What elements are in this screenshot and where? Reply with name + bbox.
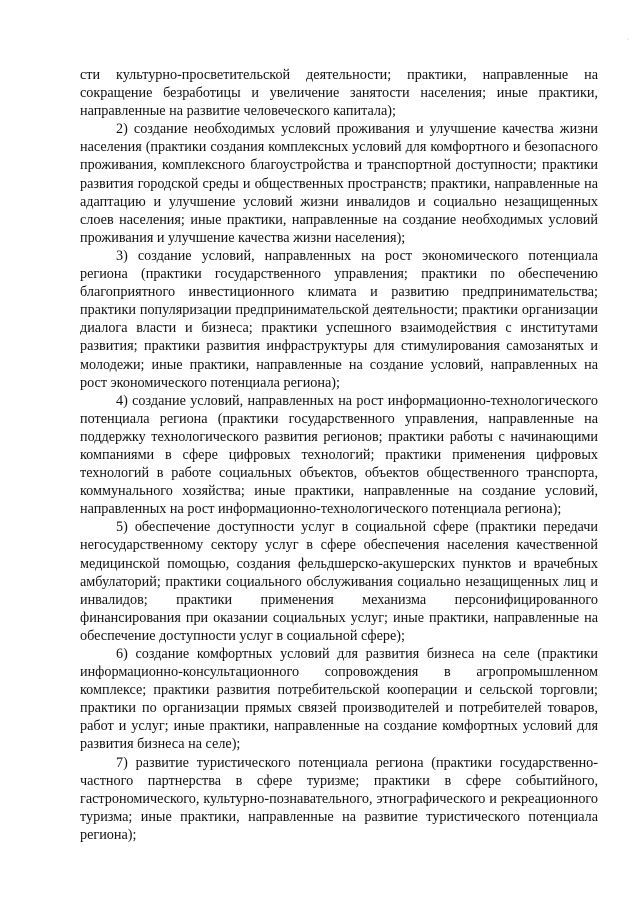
scan-speck: · (627, 37, 629, 43)
paragraph-continuation: сти культурно-просветительской деятельности; практики, направленные на сокращение безработицы и увеличение занятости населения; иные практики, направленные на развитие человеческого капитала); (80, 67, 598, 120)
paragraph-item-2: 2) создание необходимых условий проживания и улучшение качества жизни населения (практики создания комплексных условий для комфортного и безопасного проживания, комплексного благоустройства и транспортной доступности; практики развития городской среды и общественных пространств; практики, направленные на адаптацию и улучшение условий жизни инвалидов и социально незащищенных слоев населения; иные практики, направленные на создание необходимых условий проживания и улучшение качества жизни населения); (80, 121, 598, 246)
paragraph-item-5: 5) обеспечение доступности услуг в социальной сфере (практики передачи негосударственному сектору услуг в сфере обеспечения населения качественной медицинской помощью, создания фельдшерско-акушерских пунктов и врачебных амбулаторий; практики социального обслуживания социально незащищенных лиц и инвалидов; практики применения механизма персонифицированного финансирования при оказании социальных услуг; иные практики, направленные на обеспечение доступности услуг в социальной сфере); (80, 519, 598, 644)
paragraph-item-7: 7) развитие туристического потенциала региона (практики государственно-частного партнерства в сфере туризме; практики в сфере событийного, гастрономического, культурно-познавательного, этнографического и рекреационного туризма; иные практики, направленные на развитие туристического потенциала региона); (80, 754, 598, 843)
paragraph-item-3: 3) создание условий, направленных на рост экономического потенциала региона (практики государственного управления; практики по обеспечению благоприятного инвестиционного климата и развитию предпринимательства; практики популяризации предпринимательской деятельности; практики организации диалога власти и бизнеса; практики успешного взаимодействия с институтами развития; практики развития инфраструктуры для стимулирования самозанятых и молодежи; иные практики, направленные на создание условий, направленных на рост экономического потенциала региона); (80, 247, 598, 391)
document-body (80, 66, 598, 844)
paragraph-item-6: 6) создание комфортных условий для развития бизнеса на селе (практики информационно-консультационного сопровождения в агропромышленном комплексе; практики развития потребительской кооперации и сельской торговли; практики по организации прямых связей производителей и потребителей товаров, работ и услуг; иные практики, направленные на создание комфортных условий для развития бизнеса на селе); (80, 646, 598, 753)
paragraph-item-4: 4) создание условий, направленных на рост информационно-технологического потенциала региона (практики государственного управления, направленные на поддержку технологического развития регионов; практики работы с начинающими компаниями в сфере цифровых технологий; практики применения цифровых технологий в работе социальных объектов, объектов общественного транспорта, коммунального хозяйства; иные практики, направленные на создание условий, направленных на рост информационно-технологического потенциала региона); (80, 392, 598, 518)
